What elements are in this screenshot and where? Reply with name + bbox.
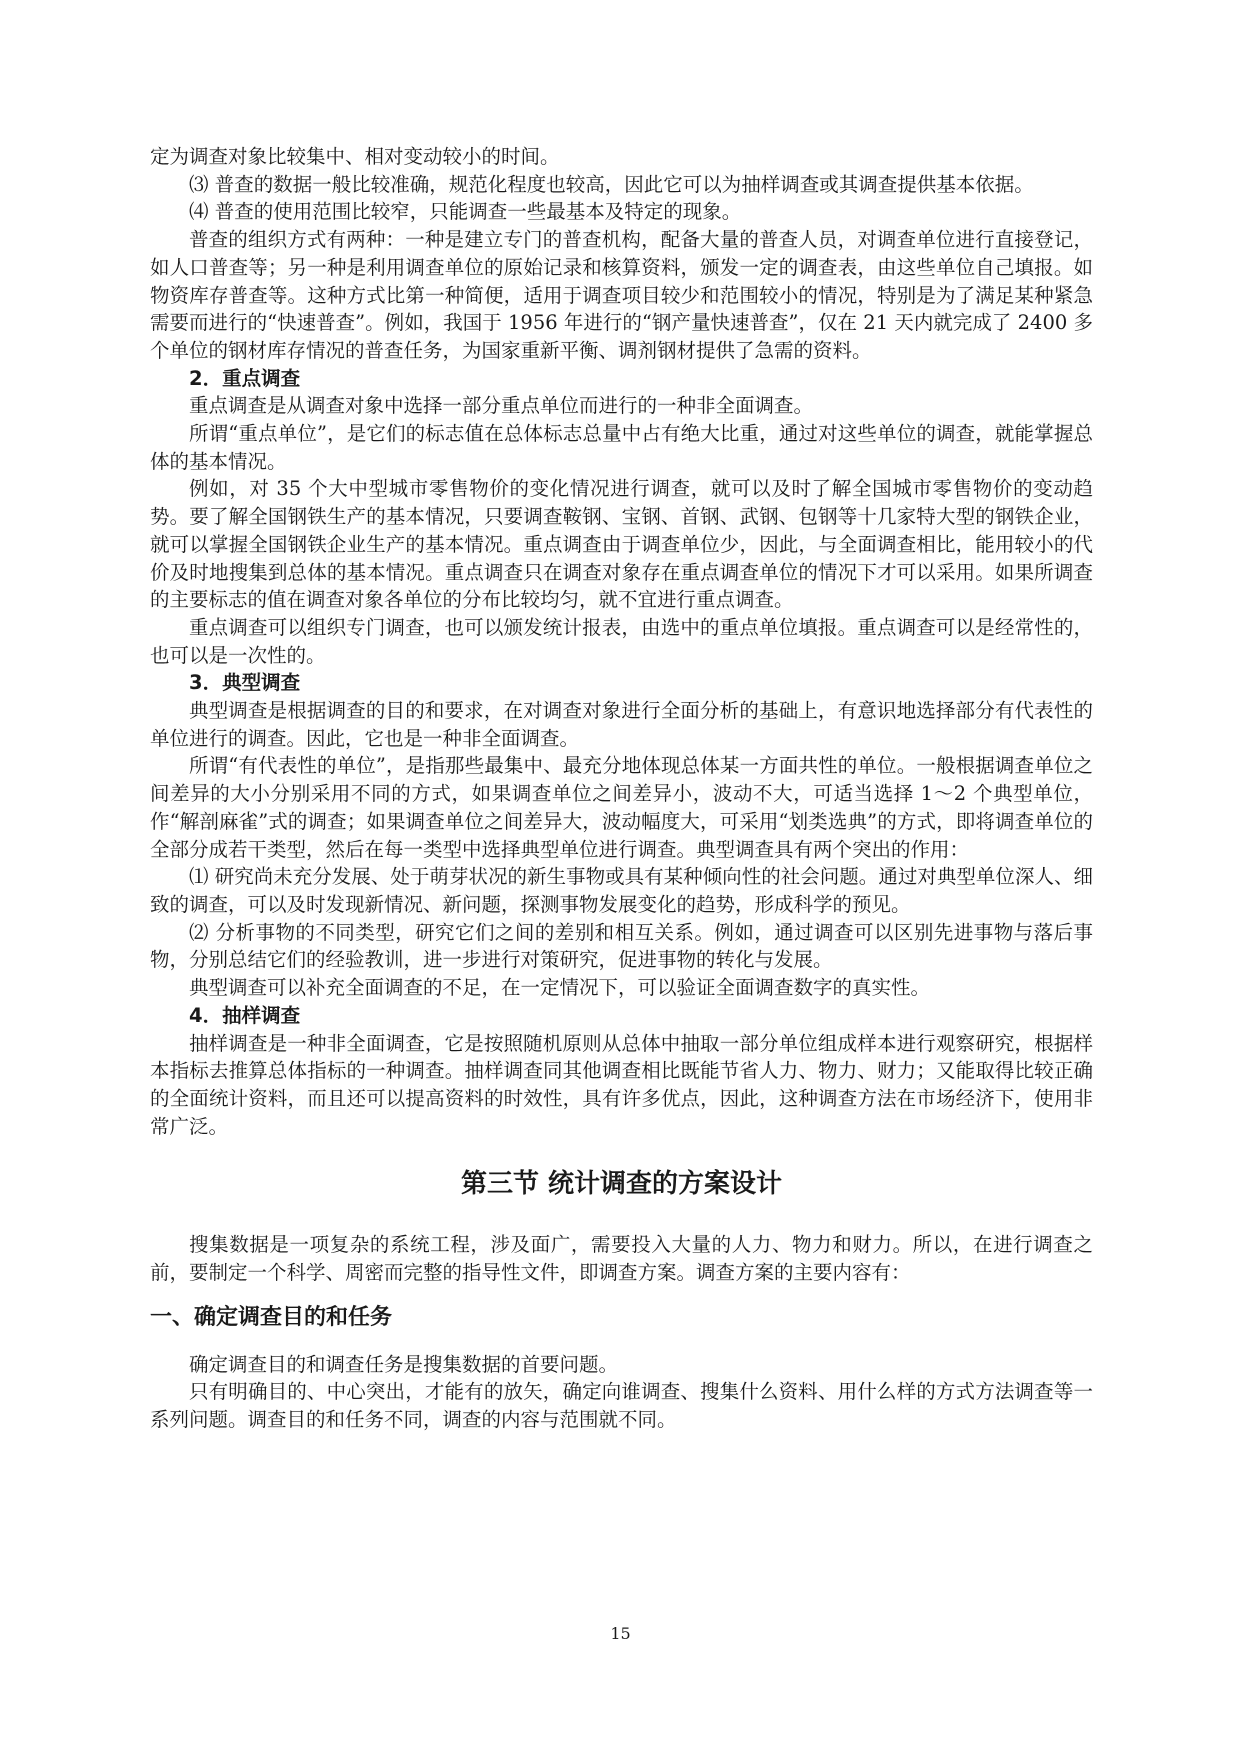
page-number: 15: [610, 1624, 631, 1643]
subheading: 2．重点调查: [189, 366, 301, 390]
paragraph: 重点调查可以组织专门调查，也可以颁发统计报表，由选中的重点单位填报。重点调查可以是经常性的，也可以是一次性的。: [150, 615, 1093, 667]
paragraph: ⑷ 普查的使用范围比较窄，只能调查一些最基本及特定的现象。: [189, 200, 742, 224]
body-text-part2: [150, 1351, 1093, 1434]
subheading: 4．抽样调查: [189, 1003, 301, 1027]
paragraph: 定为调查对象比较集中、相对变动较小的时间。: [150, 145, 560, 168]
paragraph: 典型调查可以补充全面调查的不足，在一定情况下，可以验证全面调查数字的真实性。: [189, 976, 931, 1000]
paragraph: 例如，对 35 个大中型城市零售物价的变化情况进行调查，就可以及时了解全国城市零售物价的变动趋势。要了解全国钢铁生产的基本情况，只要调查鞍钢、宝钢、首钢、武钢、包钢等十几家特大型的钢铁企业，就可以掌握全国钢铁企业生产的基本情况。重点调查由于调查单位少，因此，与全面调查相比，能用较小的代价及时地搜集到总体的基本情况。重点调查只在调查对象存在重点调查单位的情况下才可以采用。如果所调查的主要标志的值在调查对象各单位的分布比较均匀，就不宜进行重点调查。: [150, 477, 1093, 612]
section-intro: 搜集数据是一项复杂的系统工程，涉及面广，需要投入大量的人力、物力和财力。所以，在进行调查之前，要制定一个科学、周密而完整的指导性文件，即调查方案。调查方案的主要内容有：: [150, 1233, 1093, 1285]
paragraph: 确定调查目的和调查任务是搜集数据的首要问题。: [189, 1352, 619, 1376]
paragraph: ⑶ 普查的数据一般比较准确，规范化程度也较高，因此它可以为抽样调查或其调查提供基本依据。: [189, 172, 1034, 196]
paragraph: ⑴ 研究尚未充分发展、处于萌芽状况的新生事物或具有某种倾向性的社会问题。通过对典型单位深人、细致的调查，可以及时发现新情况、新问题，探测事物发展变化的趋势，形成科学的预见。: [150, 865, 1093, 916]
paragraph: 重点调查是从调查对象中选择一部分重点单位而进行的一种非全面调查。: [189, 394, 814, 418]
paragraph: 所谓“有代表性的单位”，是指那些最集中、最充分地体现总体某一方面共性的单位。一般根据调查单位之间差异的大小分别采用不同的方式，如果调查单位之间差异小，波动不大，可适当选择 1～2 个典型单位，作“解剖麻雀”式的调查；如果调查单位之间差异大，波动幅度大，可采用“划类选典”的方式，即将调查单位的全部分成若干类型，然后在每一类型中选择典型单位进行调查。典型调查具有两个突出的作用：: [150, 754, 1093, 861]
paragraph: 只有明确目的、中心突出，才能有的放矢，确定向谁调查、搜集什么资料、用什么样的方式方法调查等一系列问题。调查目的和任务不同，调查的内容与范围就不同。: [150, 1380, 1093, 1432]
paragraph: ⑵ 分析事物的不同类型，研究它们之间的差别和相互关系。例如，通过调查可以区别先进事物与落后事物，分别总结它们的经验教训，进一步进行对策研究，促进事物的转化与发展。: [150, 920, 1093, 972]
section-title: 第三节 统计调查的方案设计: [460, 1169, 783, 1200]
subheading: 3．典型调查: [189, 671, 301, 695]
paragraph: 所谓“重点单位”，是它们的标志值在总体标志总量中占有绝大比重，通过对这些单位的调查，就能掌握总体的基本情况。: [150, 422, 1093, 473]
paragraph: 普查的组织方式有两种：一种是建立专门的普查机构，配备大量的普查人员，对调查单位进行直接登记，如人口普查等；另一种是利用调查单位的原始记录和核算资料，颁发一定的调查表，由这些单位自己填报。如物资库存普查等。这种方式比第一种简便，适用于调查项目较少和范围较小的情况，特别是为了满足某种紧急需要而进行的“快速普查”。例如，我国于 1956 年进行的“钢产量快速普查”，仅在 21 天内就完成了 2400 多个单位的钢材库存情况的普查任务，为国家重新平衡、调剂钢材提供了急需的资料。: [150, 228, 1093, 362]
paragraph: 抽样调查是一种非全面调查，它是按照随机原则从总体中抽取一部分单位组成样本进行观察研究，根据样本指标去推算总体指标的一种调查。抽样调查同其他调查相比既能节省人力、物力、财力；又能取得比较正确的全面统计资料，而且还可以提高资料的时效性，具有许多优点，因此，这种调查方法在市场经济下，使用非常广泛。: [150, 1031, 1093, 1138]
heading-1: 一、确定调查目的和任务: [150, 1304, 393, 1330]
document-page: [150, 143, 1093, 1434]
body-text-part1: [150, 143, 1093, 1140]
paragraph: 典型调查是根据调查的目的和要求，在对调查对象进行全面分析的基础上，有意识地选择部分有代表性的单位进行的调查。因此，它也是一种非全面调查。: [150, 699, 1093, 750]
